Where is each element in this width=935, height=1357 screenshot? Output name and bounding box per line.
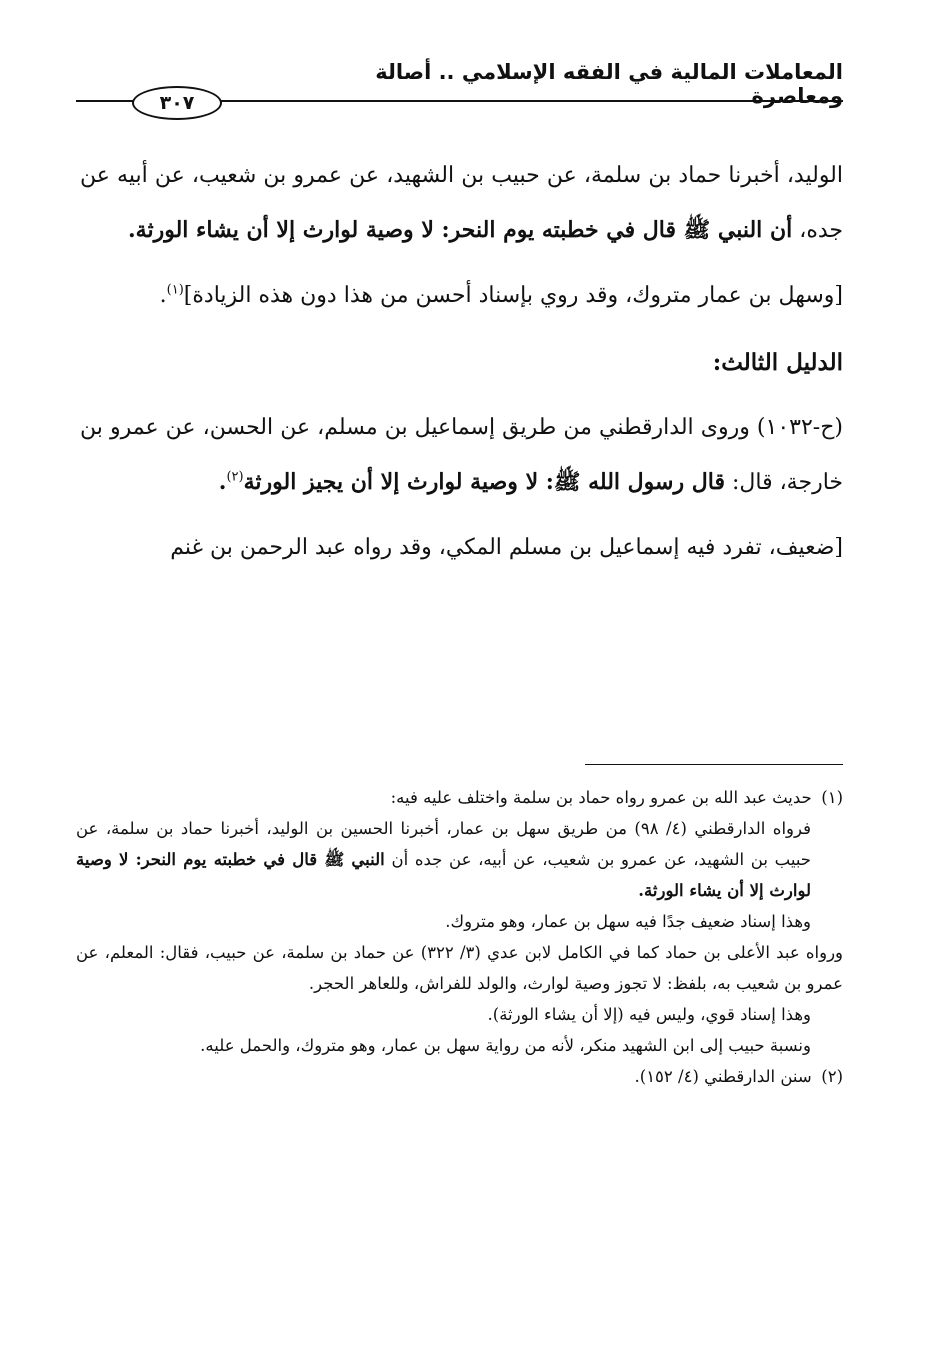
footnote-1-text-2: فرواه الدارقطني (٤/ ٩٨) من طريق سهل بن عمار، أخبرنا الحسين بن الوليد، أخبرنا حماد بن سلمة، عن حبيب بن الشهيد، عن عمرو بن شعيب، عن أبيه، عن جده أن xyxy=(76,819,811,869)
footnote-2-text: سنن الدارقطني (٤/ ١٥٢). xyxy=(634,1067,812,1086)
footnote-2 xyxy=(76,1061,843,1092)
footnote-1-intro: حديث عبد الله بن عمرو رواه حماد بن سلمة واختلف عليه فيه: xyxy=(390,788,812,807)
footnotes xyxy=(76,782,843,1092)
footnote-1-text-2-bold: النبي ﷺ قال في خطبته يوم النحر: لا وصية لوارث إلا أن يشاء الورثة. xyxy=(76,850,811,900)
footnote-separator xyxy=(585,764,843,765)
hadith-2-text-bold: قال رسول الله ﷺ: لا وصية لوارث إلا أن يجيز الورثة xyxy=(243,469,725,495)
footnote-1-para-3: وهذا إسناد ضعيف جدًا فيه سهل بن عمار، وهو متروك. xyxy=(445,912,811,931)
footnote-1-para-2 xyxy=(76,813,843,906)
paragraph-grading-2: [ضعيف، تفرد فيه إسماعيل بن مسلم المكي، وقد رواه عبد الرحمن بن غنم xyxy=(170,535,843,560)
footnote-1-para-5: وهذا إسناد قوي، وليس فيه (إلا أن يشاء الورثة). xyxy=(487,1005,811,1024)
running-header-title: المعاملات المالية في الفقه الإسلامي .. أصالة ومعاصرة xyxy=(375,60,843,108)
page-number-badge: ٣٠٧ xyxy=(132,86,222,120)
footnote-1-number: (١) xyxy=(821,788,843,807)
footnote-1-first-line xyxy=(76,782,843,813)
grading-text-1: [وسهل بن عمار متروك، وقد روي بإسناد أحسن من هذا دون هذه الزيادة] xyxy=(183,283,843,308)
main-text xyxy=(80,148,843,575)
footnote-1-para-4: ورواه عبد الأعلى بن حماد كما في الكامل لابن عدي (٣/ ٣٢٢) عن حماد بن سلمة، عن حبيب، فقال: المعلم، عن عمرو بن شعيب به، بلفظ: لا تجوز وصية لوارث، والولد للفراش، وللعاهر الحجر. xyxy=(76,943,844,993)
footnote-1-para-6: ونسبة حبيب إلى ابن الشهيد منكر، لأنه من رواية سهل بن عمار، وهو متروك، والحمل عليه. xyxy=(200,1036,811,1055)
hadith-chain-text: الوليد، أخبرنا حماد بن سلمة، عن حبيب بن الشهيد، عن عمرو بن شعيب، عن أبيه عن جده، xyxy=(80,163,843,243)
hadith-text-bold: أن النبي ﷺ قال في خطبته يوم النحر: لا وصية لوارث إلا أن يشاء الورثة. xyxy=(128,217,793,243)
footnote-ref-2: (٢) xyxy=(226,469,244,485)
paragraph-grading-1 xyxy=(80,268,843,323)
hadith-2-chain: (ح-١٠٣٢) وروى الدارقطني من طريق إسماعيل بن مسلم، عن الحسن، عن عمرو بن خارجة، قال: xyxy=(80,415,843,495)
footnote-2-number: (٢) xyxy=(821,1067,843,1086)
period: . xyxy=(159,283,167,308)
footnote-ref-1: (١) xyxy=(166,282,184,298)
section-heading: الدليل الثالث: xyxy=(712,349,843,376)
period: . xyxy=(218,469,227,495)
paragraph-hadith-2 xyxy=(80,400,843,510)
paragraph-hadith-chain xyxy=(80,148,843,258)
